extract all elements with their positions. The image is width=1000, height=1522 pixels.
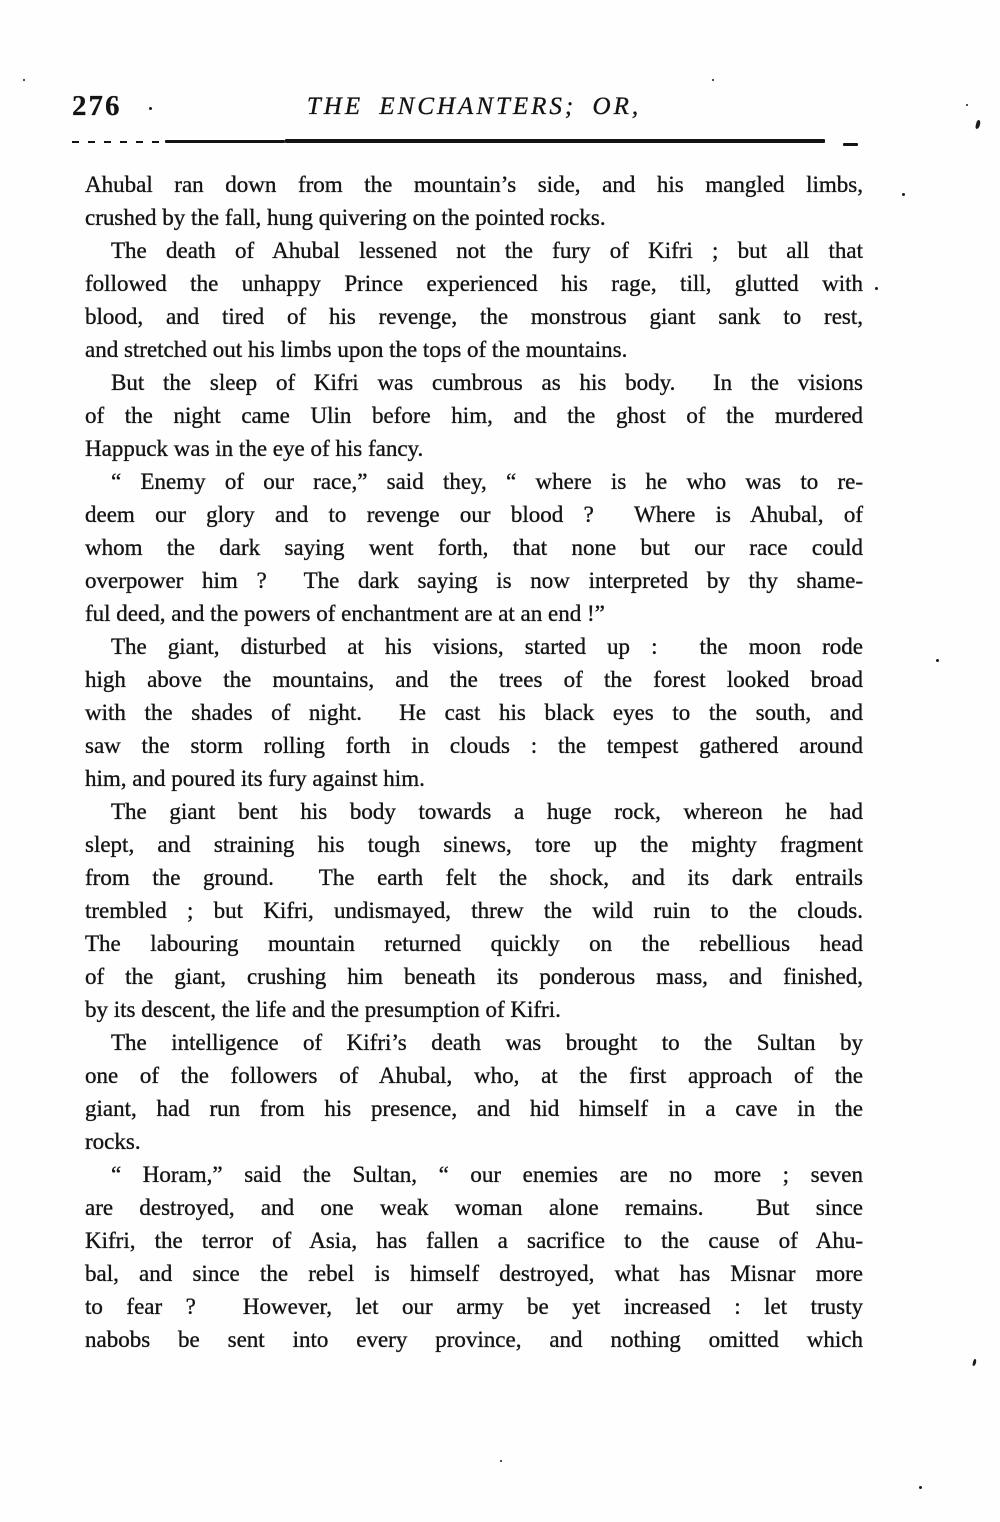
body-text: [85, 168, 863, 1356]
scan-speck: [875, 287, 878, 290]
scan-speck: [966, 104, 968, 106]
scan-speck: [936, 659, 939, 662]
text-line: him, and poured its fury against him.: [85, 766, 425, 791]
text-line: Kifri, the terror of Asia, has fallen a sacrifice to the cause of Ahu-: [85, 1228, 863, 1253]
text-line: slept, and straining his tough sinews, tore up the mighty fragment: [85, 832, 863, 857]
text-line: from the ground. The earth felt the shock, and its dark entrails: [85, 865, 863, 890]
text-line: whom the dark saying went forth, that none but our race could: [85, 535, 863, 560]
header-rule-tail-dash: [843, 143, 858, 146]
scan-speck: [500, 1460, 502, 1462]
header-rule-main-segment: [285, 139, 825, 143]
text-line: trembled ; but Kifri, undismayed, threw the wild ruin to the clouds.: [85, 898, 863, 923]
text-line: of the night came Ulin before him, and the ghost of the murdered: [85, 403, 863, 428]
text-line: are destroyed, and one weak woman alone remains. But since: [85, 1195, 863, 1220]
text-line: and stretched out his limbs upon the tops of the mountains.: [85, 337, 628, 362]
text-line: “ Horam,” said the Sultan, “ our enemies are no more ; seven: [111, 1162, 863, 1187]
scan-speck: [972, 1359, 977, 1367]
text-line: The giant bent his body towards a huge rock, whereon he had: [111, 799, 863, 824]
text-line: to fear ? However, let our army be yet increased : let trusty: [85, 1294, 863, 1319]
text-line: The giant, disturbed at his visions, started up : the moon rode: [111, 634, 863, 659]
text-line: followed the unhappy Prince experienced his rage, till, glutted with: [85, 271, 863, 296]
text-line: Happuck was in the eye of his fancy.: [85, 436, 424, 461]
text-line: of the giant, crushing him beneath its ponderous mass, and finished,: [85, 964, 863, 989]
text-line: The intelligence of Kifri’s death was brought to the Sultan by: [111, 1030, 863, 1055]
text-line: deem our glory and to revenge our blood ? Where is Ahubal, of: [85, 502, 863, 527]
text-line: crushed by the fall, hung quivering on the pointed rocks.: [85, 205, 606, 230]
scan-speck: [712, 79, 714, 81]
scan-speck: [975, 120, 981, 130]
page-number: 276: [72, 90, 122, 122]
text-line: nabobs be sent into every province, and nothing omitted which: [85, 1327, 863, 1352]
header-rule-mid-segment: [165, 140, 285, 143]
scan-speck: [919, 1486, 922, 1489]
text-line: Ahubal ran down from the mountain’s side, and his mangled limbs,: [85, 172, 863, 197]
scan-speck: [149, 107, 152, 110]
text-line: But the sleep of Kifri was cumbrous as his body. In the visions: [111, 370, 863, 395]
text-line: blood, and tired of his revenge, the monstrous giant sank to rest,: [85, 304, 863, 329]
text-line: with the shades of night. He cast his black eyes to the south, and: [85, 700, 863, 725]
text-line: “ Enemy of our race,” said they, “ where is he who was to re-: [111, 469, 863, 494]
text-line: by its descent, the life and the presumption of Kifri.: [85, 997, 561, 1022]
header-rule-dashed-segment: [72, 141, 167, 143]
text-line: rocks.: [85, 1129, 141, 1154]
text-line: The death of Ahubal lessened not the fury of Kifri ; but all that: [111, 238, 863, 263]
scan-speck: [902, 193, 905, 196]
scan-speck: [23, 79, 25, 81]
text-line: ful deed, and the powers of enchantment are at an end !”: [85, 601, 605, 626]
text-line: The labouring mountain returned quickly on the rebellious head: [85, 931, 863, 956]
text-line: saw the storm rolling forth in clouds : the tempest gathered around: [85, 733, 863, 758]
text-line: giant, had run from his presence, and hid himself in a cave in the: [85, 1096, 863, 1121]
running-header: THE ENCHANTERS; OR,: [306, 93, 642, 120]
text-line: high above the mountains, and the trees of the forest looked broad: [85, 667, 863, 692]
text-line: overpower him ? The dark saying is now interpreted by thy shame-: [85, 568, 863, 593]
text-line: one of the followers of Ahubal, who, at the first approach of the: [85, 1063, 863, 1088]
text-line: bal, and since the rebel is himself destroyed, what has Misnar more: [85, 1261, 863, 1286]
